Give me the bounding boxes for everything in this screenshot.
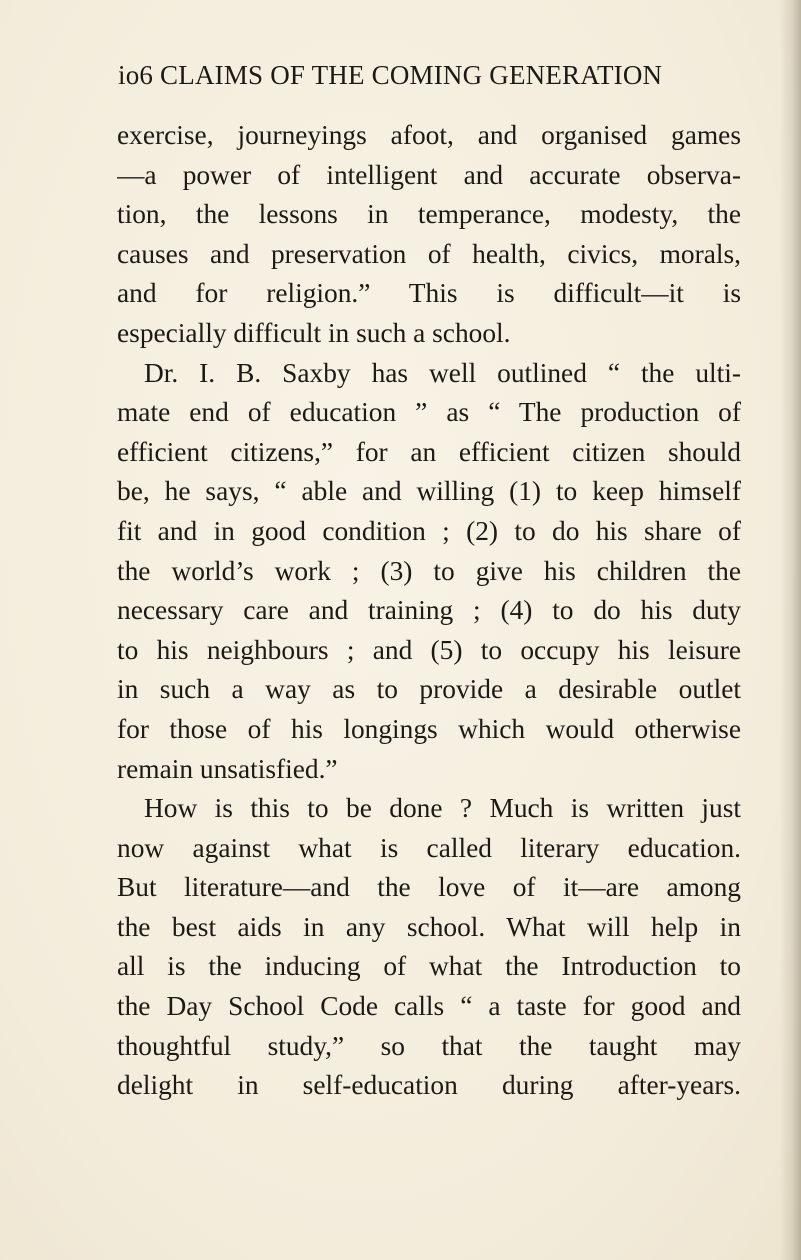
text-line: thoughtful study,” so that the taught may: [117, 1030, 741, 1061]
page-edge-shadow: [779, 0, 801, 1260]
body-text: [117, 116, 741, 1106]
text-line: But literature—and the love of it—are among: [117, 872, 741, 903]
text-line: for those of his longings which would otherwise: [117, 713, 741, 744]
text-line: efficient citizens,” for an efficient citizen should: [117, 436, 741, 467]
text-line: Dr. I. B. Saxby has well outlined “ the ulti-: [144, 357, 741, 388]
text-line: delight in self-education during after-years.: [117, 1070, 741, 1101]
text-line: and for religion.” This is difficult—it is: [117, 278, 741, 309]
text-line: How is this to be done ? Much is written just: [144, 793, 741, 824]
text-line: remain unsatisfied.”: [117, 753, 338, 784]
text-line: necessary care and training ; (4) to do his duty: [117, 595, 741, 626]
text-line: causes and preservation of health, civics, morals,: [117, 238, 741, 269]
text-line: especially difficult in such a school.: [117, 317, 511, 348]
text-line: now against what is called literary education.: [117, 832, 741, 863]
text-line: the Day School Code calls “ a taste for good and: [117, 991, 741, 1022]
text-line: tion, the lessons in temperance, modesty, the: [117, 199, 741, 230]
text-line: mate end of education ” as “ The production of: [117, 397, 741, 428]
running-head: io6 CLAIMS OF THE COMING GENERATION: [118, 60, 663, 90]
text-line: in such a way as to provide a desirable outlet: [117, 674, 741, 705]
text-line: exercise, journeyings afoot, and organised games: [117, 120, 741, 150]
text-line: to his neighbours ; and (5) to occupy his leisure: [117, 634, 741, 665]
text-line: the best aids in any school. What will help in: [117, 911, 741, 942]
text-line: fit and in good condition ; (2) to do his share of: [117, 515, 741, 546]
text-line: all is the inducing of what the Introduction to: [117, 951, 741, 982]
text-line: —a power of intelligent and accurate observa-: [117, 159, 741, 190]
text-line: be, he says, “ able and willing (1) to keep himself: [117, 476, 741, 507]
text-line: the world’s work ; (3) to give his children the: [117, 555, 741, 586]
